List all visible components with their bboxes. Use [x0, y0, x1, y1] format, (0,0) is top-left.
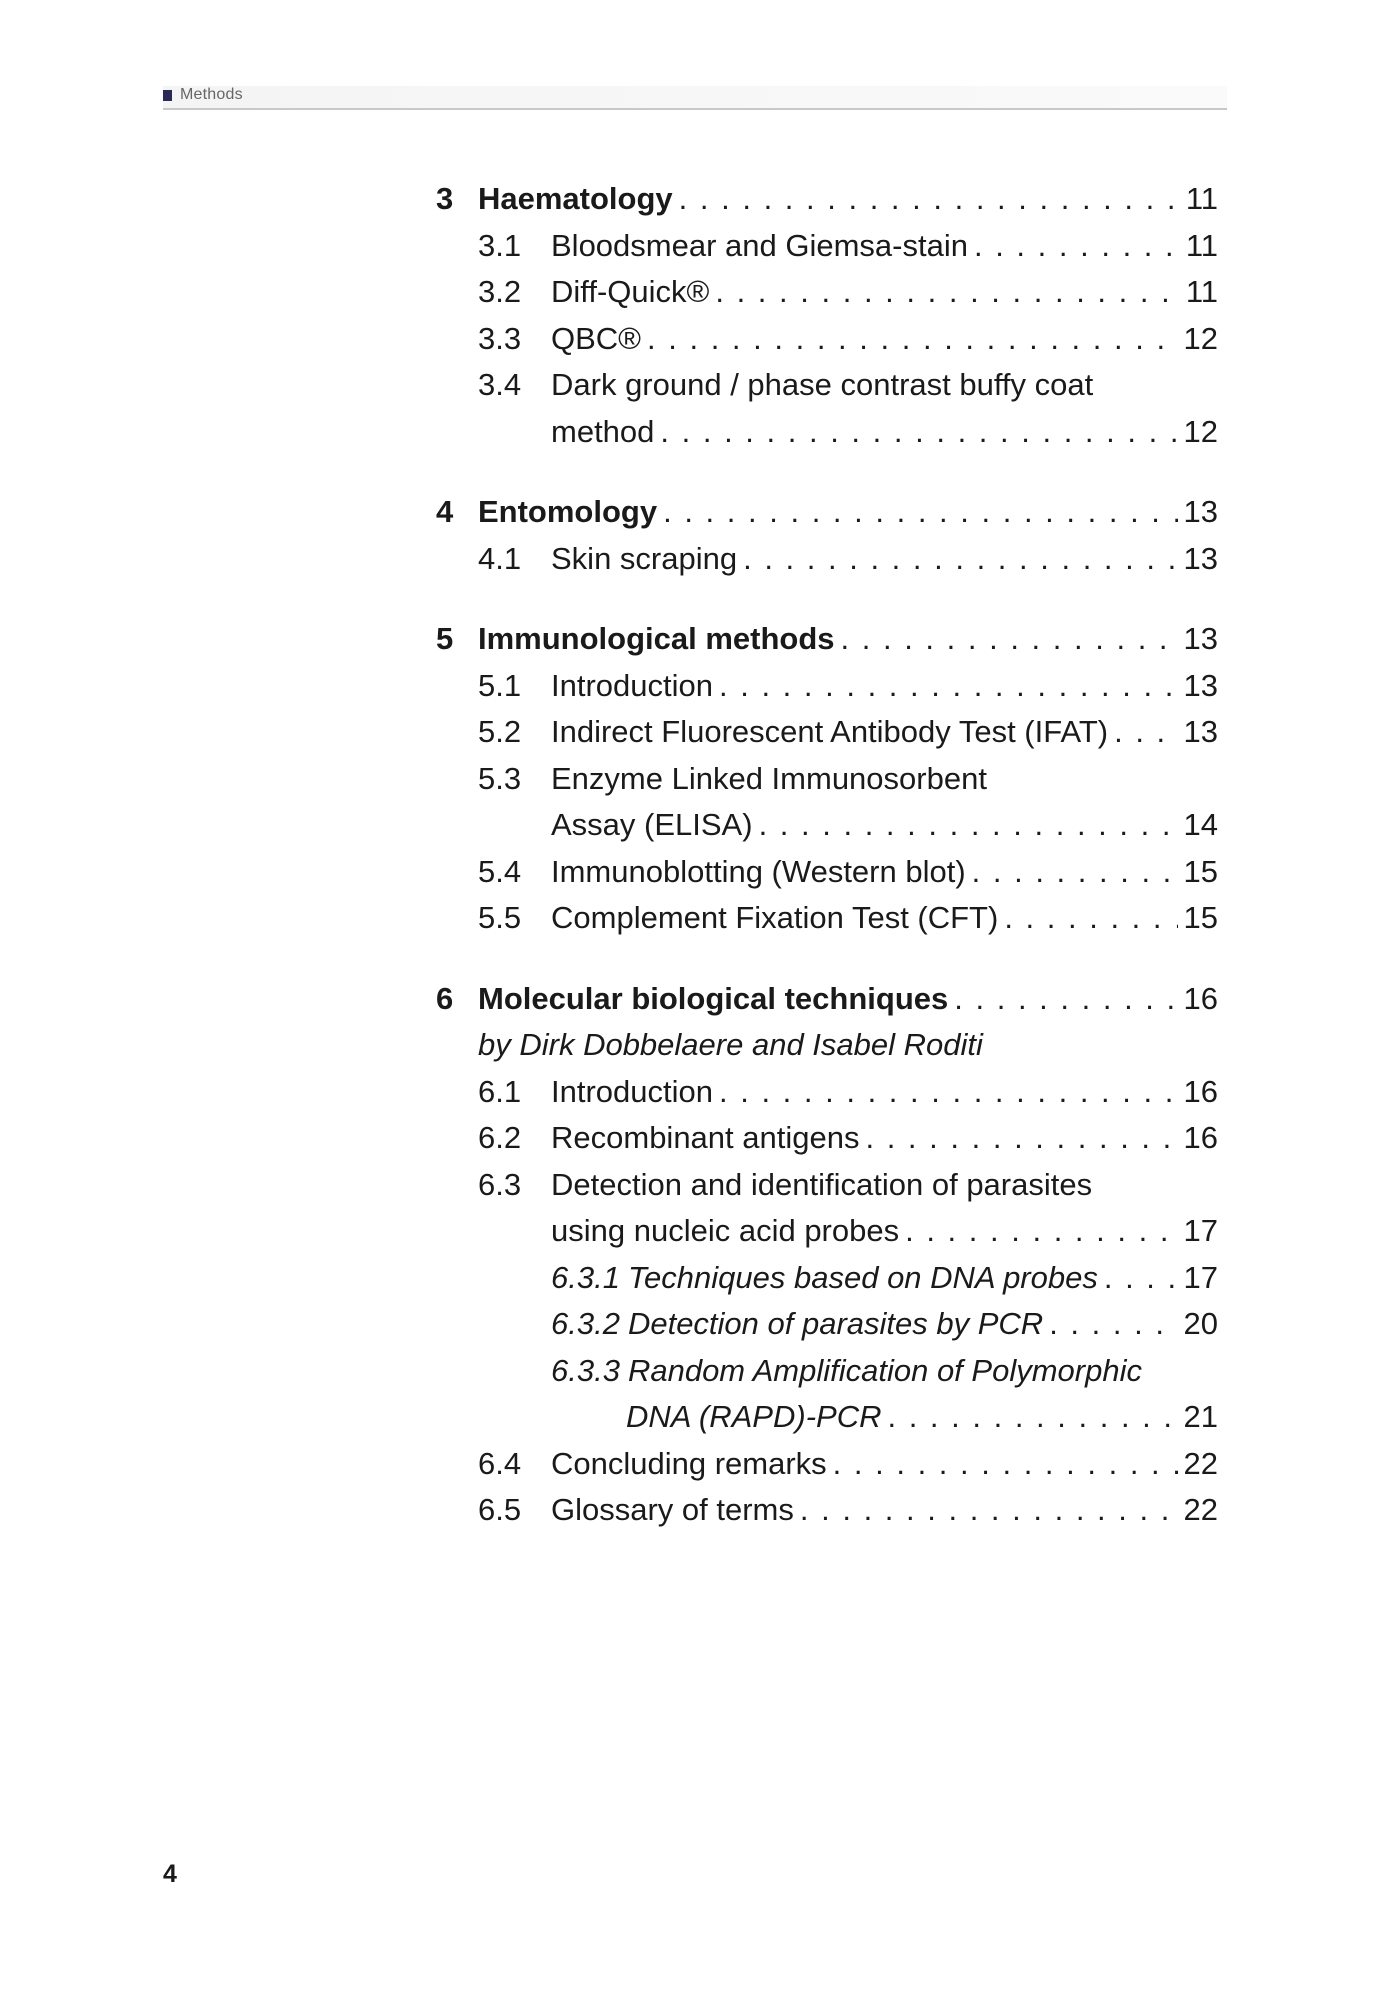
- entry-title: Recombinant antigens: [551, 1120, 860, 1155]
- entry-number: 6.3.1: [551, 1259, 620, 1295]
- header-square-icon: [163, 90, 172, 101]
- dot-leader: [800, 1487, 1178, 1534]
- entry-page: 16: [1183, 1073, 1218, 1109]
- toc-entry-continuation[interactable]: [436, 802, 1218, 849]
- toc-entry[interactable]: [436, 1115, 1218, 1162]
- entry-number: 6: [436, 980, 454, 1016]
- toc-entry[interactable]: [436, 269, 1218, 316]
- entry-number: 6.1: [478, 1073, 522, 1109]
- dot-leader: [865, 1115, 1177, 1162]
- entry-page: 11: [1185, 181, 1218, 216]
- entry-number: 4.1: [478, 540, 522, 576]
- dot-leader: [663, 489, 1177, 536]
- toc-entry[interactable]: [436, 489, 1218, 536]
- dot-leader: [841, 616, 1178, 663]
- entry-number: 6.3.3: [551, 1352, 620, 1388]
- header-label: Methods: [180, 86, 243, 103]
- entry-number: 6.4: [478, 1445, 522, 1481]
- toc-entry[interactable]: [436, 756, 1218, 803]
- entry-page: 22: [1183, 1492, 1218, 1527]
- dot-leader: [974, 223, 1180, 270]
- entry-number: 5.4: [478, 853, 522, 889]
- toc-entry[interactable]: [436, 1487, 1218, 1534]
- entry-title: Random Amplification of Polymorphic: [627, 1352, 1142, 1388]
- toc-entry[interactable]: [436, 895, 1218, 942]
- entry-page: 15: [1183, 900, 1218, 935]
- dot-leader: [1049, 1301, 1177, 1348]
- toc-entry[interactable]: [436, 709, 1218, 756]
- toc-entry[interactable]: [436, 1348, 1218, 1395]
- toc-chapter-3: [436, 176, 1218, 455]
- dot-leader: [759, 802, 1178, 849]
- dot-leader: [972, 849, 1178, 896]
- toc-entry-continuation[interactable]: [436, 1208, 1218, 1255]
- entry-page: 21: [1183, 1399, 1218, 1434]
- entry-title: method: [551, 413, 655, 449]
- entry-title: Entomology: [478, 494, 658, 529]
- entry-title: Introduction: [551, 667, 713, 703]
- dot-leader: [1104, 1255, 1178, 1302]
- toc-chapter-6: [436, 976, 1218, 1534]
- dot-leader: [679, 176, 1180, 223]
- entry-title: Complement Fixation Test (CFT): [551, 900, 999, 935]
- dot-leader: [905, 1208, 1177, 1255]
- page-number: 4: [163, 1860, 177, 1888]
- entry-title: Immunoblotting (Western blot): [551, 853, 966, 889]
- entry-page: 20: [1183, 1306, 1218, 1341]
- entry-title: Skin scraping: [551, 540, 738, 576]
- entry-page: 11: [1185, 274, 1218, 309]
- entry-title: Haematology: [478, 181, 673, 216]
- entry-number: 6.3: [478, 1166, 522, 1202]
- toc-entry[interactable]: [436, 362, 1218, 409]
- dot-leader: [719, 1069, 1178, 1116]
- entry-title: DNA (RAPD)-PCR: [626, 1399, 882, 1434]
- toc-entry[interactable]: [436, 176, 1218, 223]
- toc-entry[interactable]: [436, 536, 1218, 583]
- entry-title: Molecular biological techniques: [478, 980, 949, 1016]
- dot-leader: [1114, 709, 1177, 756]
- entry-title: Dark ground / phase contrast buffy coat: [551, 367, 1094, 402]
- toc-chapter-4: [436, 489, 1218, 582]
- entry-title: Techniques based on DNA probes: [627, 1259, 1098, 1295]
- dot-leader: [1004, 895, 1177, 942]
- entry-title: using nucleic acid probes: [551, 1213, 900, 1248]
- toc-entry[interactable]: [436, 663, 1218, 710]
- entry-page: 12: [1183, 413, 1218, 449]
- entry-number: 5.5: [478, 900, 522, 935]
- entry-page: 13: [1183, 540, 1218, 576]
- toc-entry-continuation[interactable]: [436, 409, 1218, 456]
- dot-leader: [719, 663, 1178, 710]
- entry-page: 16: [1183, 980, 1218, 1016]
- toc-entry[interactable]: [436, 849, 1218, 896]
- entry-number: 5.1: [478, 667, 522, 703]
- toc-entry[interactable]: [436, 223, 1218, 270]
- entry-page: 11: [1185, 227, 1218, 263]
- entry-page: 15: [1183, 853, 1218, 889]
- dot-leader: [954, 976, 1177, 1023]
- entry-title: Bloodsmear and Giemsa-stain: [551, 227, 968, 263]
- dot-leader: [833, 1441, 1178, 1488]
- entry-page: 22: [1183, 1445, 1218, 1481]
- dot-leader: [743, 536, 1177, 583]
- dot-leader: [660, 409, 1177, 456]
- entry-number: 6.2: [478, 1120, 522, 1155]
- entry-number: 4: [436, 494, 454, 529]
- toc-entry[interactable]: [436, 1255, 1218, 1302]
- entry-number: 3.2: [478, 274, 522, 309]
- entry-title: QBC®: [551, 320, 642, 356]
- toc-entry[interactable]: [436, 616, 1218, 663]
- entry-page: 12: [1183, 320, 1218, 356]
- entry-page: 17: [1183, 1213, 1218, 1248]
- entry-title: Immunological methods: [478, 621, 835, 656]
- entry-page: 13: [1183, 621, 1218, 656]
- byline-text: by Dirk Dobbelaere and Isabel Roditi: [478, 1027, 983, 1062]
- entry-number: 3.3: [478, 320, 522, 356]
- entry-number: 6.3.2: [551, 1306, 620, 1341]
- entry-number: 5.2: [478, 714, 522, 749]
- entry-title: Detection of parasites by PCR: [627, 1306, 1044, 1341]
- entry-page: 16: [1183, 1120, 1218, 1155]
- toc-entry[interactable]: [436, 316, 1218, 363]
- table-of-contents: [436, 176, 1218, 1568]
- entry-title: Assay (ELISA): [551, 807, 753, 842]
- entry-title: Detection and identification of parasites: [551, 1166, 1093, 1202]
- entry-page: 13: [1183, 714, 1218, 749]
- entry-number: 3.1: [478, 227, 522, 263]
- entry-title: Glossary of terms: [551, 1492, 794, 1527]
- dot-leader: [647, 316, 1177, 363]
- toc-chapter-5: [436, 616, 1218, 942]
- running-header: [163, 86, 1227, 110]
- entry-title: Diff-Quick®: [551, 274, 710, 309]
- toc-entry[interactable]: [436, 1069, 1218, 1116]
- dot-leader: [887, 1394, 1177, 1441]
- dot-leader: [715, 269, 1179, 316]
- toc-entry[interactable]: [436, 976, 1218, 1023]
- entry-number: 3: [436, 181, 454, 216]
- entry-title: Concluding remarks: [551, 1445, 827, 1481]
- entry-number: 5: [436, 621, 454, 656]
- entry-number: 6.5: [478, 1492, 522, 1527]
- entry-page: 14: [1183, 807, 1218, 842]
- entry-number: 5.3: [478, 760, 522, 796]
- entry-page: 13: [1183, 667, 1218, 703]
- toc-entry[interactable]: [436, 1441, 1218, 1488]
- entry-page: 17: [1183, 1259, 1218, 1295]
- entry-page: 13: [1183, 494, 1218, 529]
- toc-entry-continuation[interactable]: [436, 1394, 1218, 1441]
- toc-entry[interactable]: [436, 1162, 1218, 1209]
- entry-number: 3.4: [478, 367, 522, 402]
- entry-title: Introduction: [551, 1073, 713, 1109]
- chapter-byline: [436, 1022, 1218, 1069]
- toc-entry[interactable]: [436, 1301, 1218, 1348]
- entry-title: Enzyme Linked Immunosorbent: [551, 760, 987, 796]
- entry-title: Indirect Fluorescent Antibody Test (IFAT): [551, 714, 1109, 749]
